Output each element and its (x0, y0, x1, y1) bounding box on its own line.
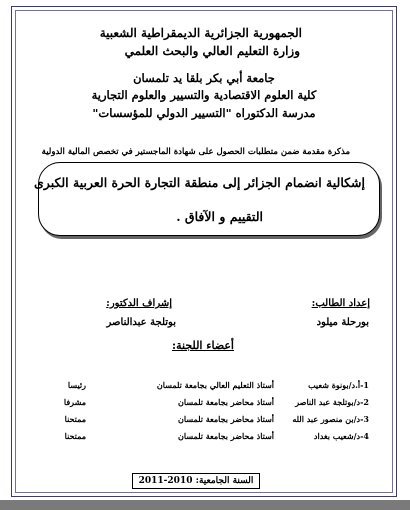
committee-member-name: 3-د/بن منصور عبد الله (292, 414, 369, 424)
committee-member-rank: أستاذ التعليم العالي بجامعة تلمسان (156, 380, 274, 390)
committee-member-role: ممتحنا (64, 414, 86, 424)
viewer-bottom-strip (0, 500, 410, 510)
committee-label: أعضاء اللجنة: (172, 339, 234, 352)
doctoral-school-name: مدرسة الدكتوراه "التسيير الدولي للمؤسسات" (92, 106, 316, 120)
committee-member-rank: أستاذ محاضر بجامعة تلمسان (178, 431, 274, 441)
republic-name: الجمهورية الجزائرية الديمقراطية الشعبية (99, 26, 302, 40)
thesis-title-line1: إشكالية انضمام الجزائر إلى منطقة التجارة الحرة العربية الكبرى (34, 175, 365, 190)
committee-member-name: 2-د/بوتلجة عبد الناصر (295, 397, 369, 407)
committee-member-role: رئيسا (67, 380, 86, 390)
supervised-by-label: إشراف الدكتور: (106, 298, 172, 309)
student-name: بورحلة ميلود (316, 317, 369, 328)
committee-member-rank: أستاذ محاضر بجامعة تلمسان (178, 414, 274, 424)
thesis-title-box (34, 162, 380, 236)
committee-member-name: 1-أ.د/بونوة شعيب (308, 380, 369, 390)
academic-year-box: السنة الجامعية: 2010-2011 (132, 473, 260, 489)
memo-description: مذكرة مقدمة ضمن متطلبات الحصول على شهادة الماجستير في تخصص المالية الدولية (41, 147, 350, 157)
supervisor-name: بوتلجة عبدالناصر (106, 317, 176, 328)
page-inner-border (15, 10, 393, 493)
committee-member-role: ممتحنا (64, 431, 86, 441)
faculty-name: كلية العلوم الاقتصادية والتسيير والعلوم التجارية (91, 88, 317, 102)
university-name: جامعة أبي بكر بلقا يد تلمسان (133, 71, 275, 85)
prepared-by-label: إعداد الطالب: (311, 298, 370, 309)
ministry-name: وزارة التعليم العالي والبحث العلمي (124, 44, 300, 58)
committee-member-role: مشرفا (63, 397, 86, 407)
committee-member-name: 4-د/شعيب بغداد (313, 431, 369, 441)
thesis-title-line2: التقييم و الآفاق . (176, 209, 263, 224)
committee-member-rank: أستاذ محاضر بجامعة تلمسان (178, 397, 274, 407)
document-page (11, 6, 397, 497)
